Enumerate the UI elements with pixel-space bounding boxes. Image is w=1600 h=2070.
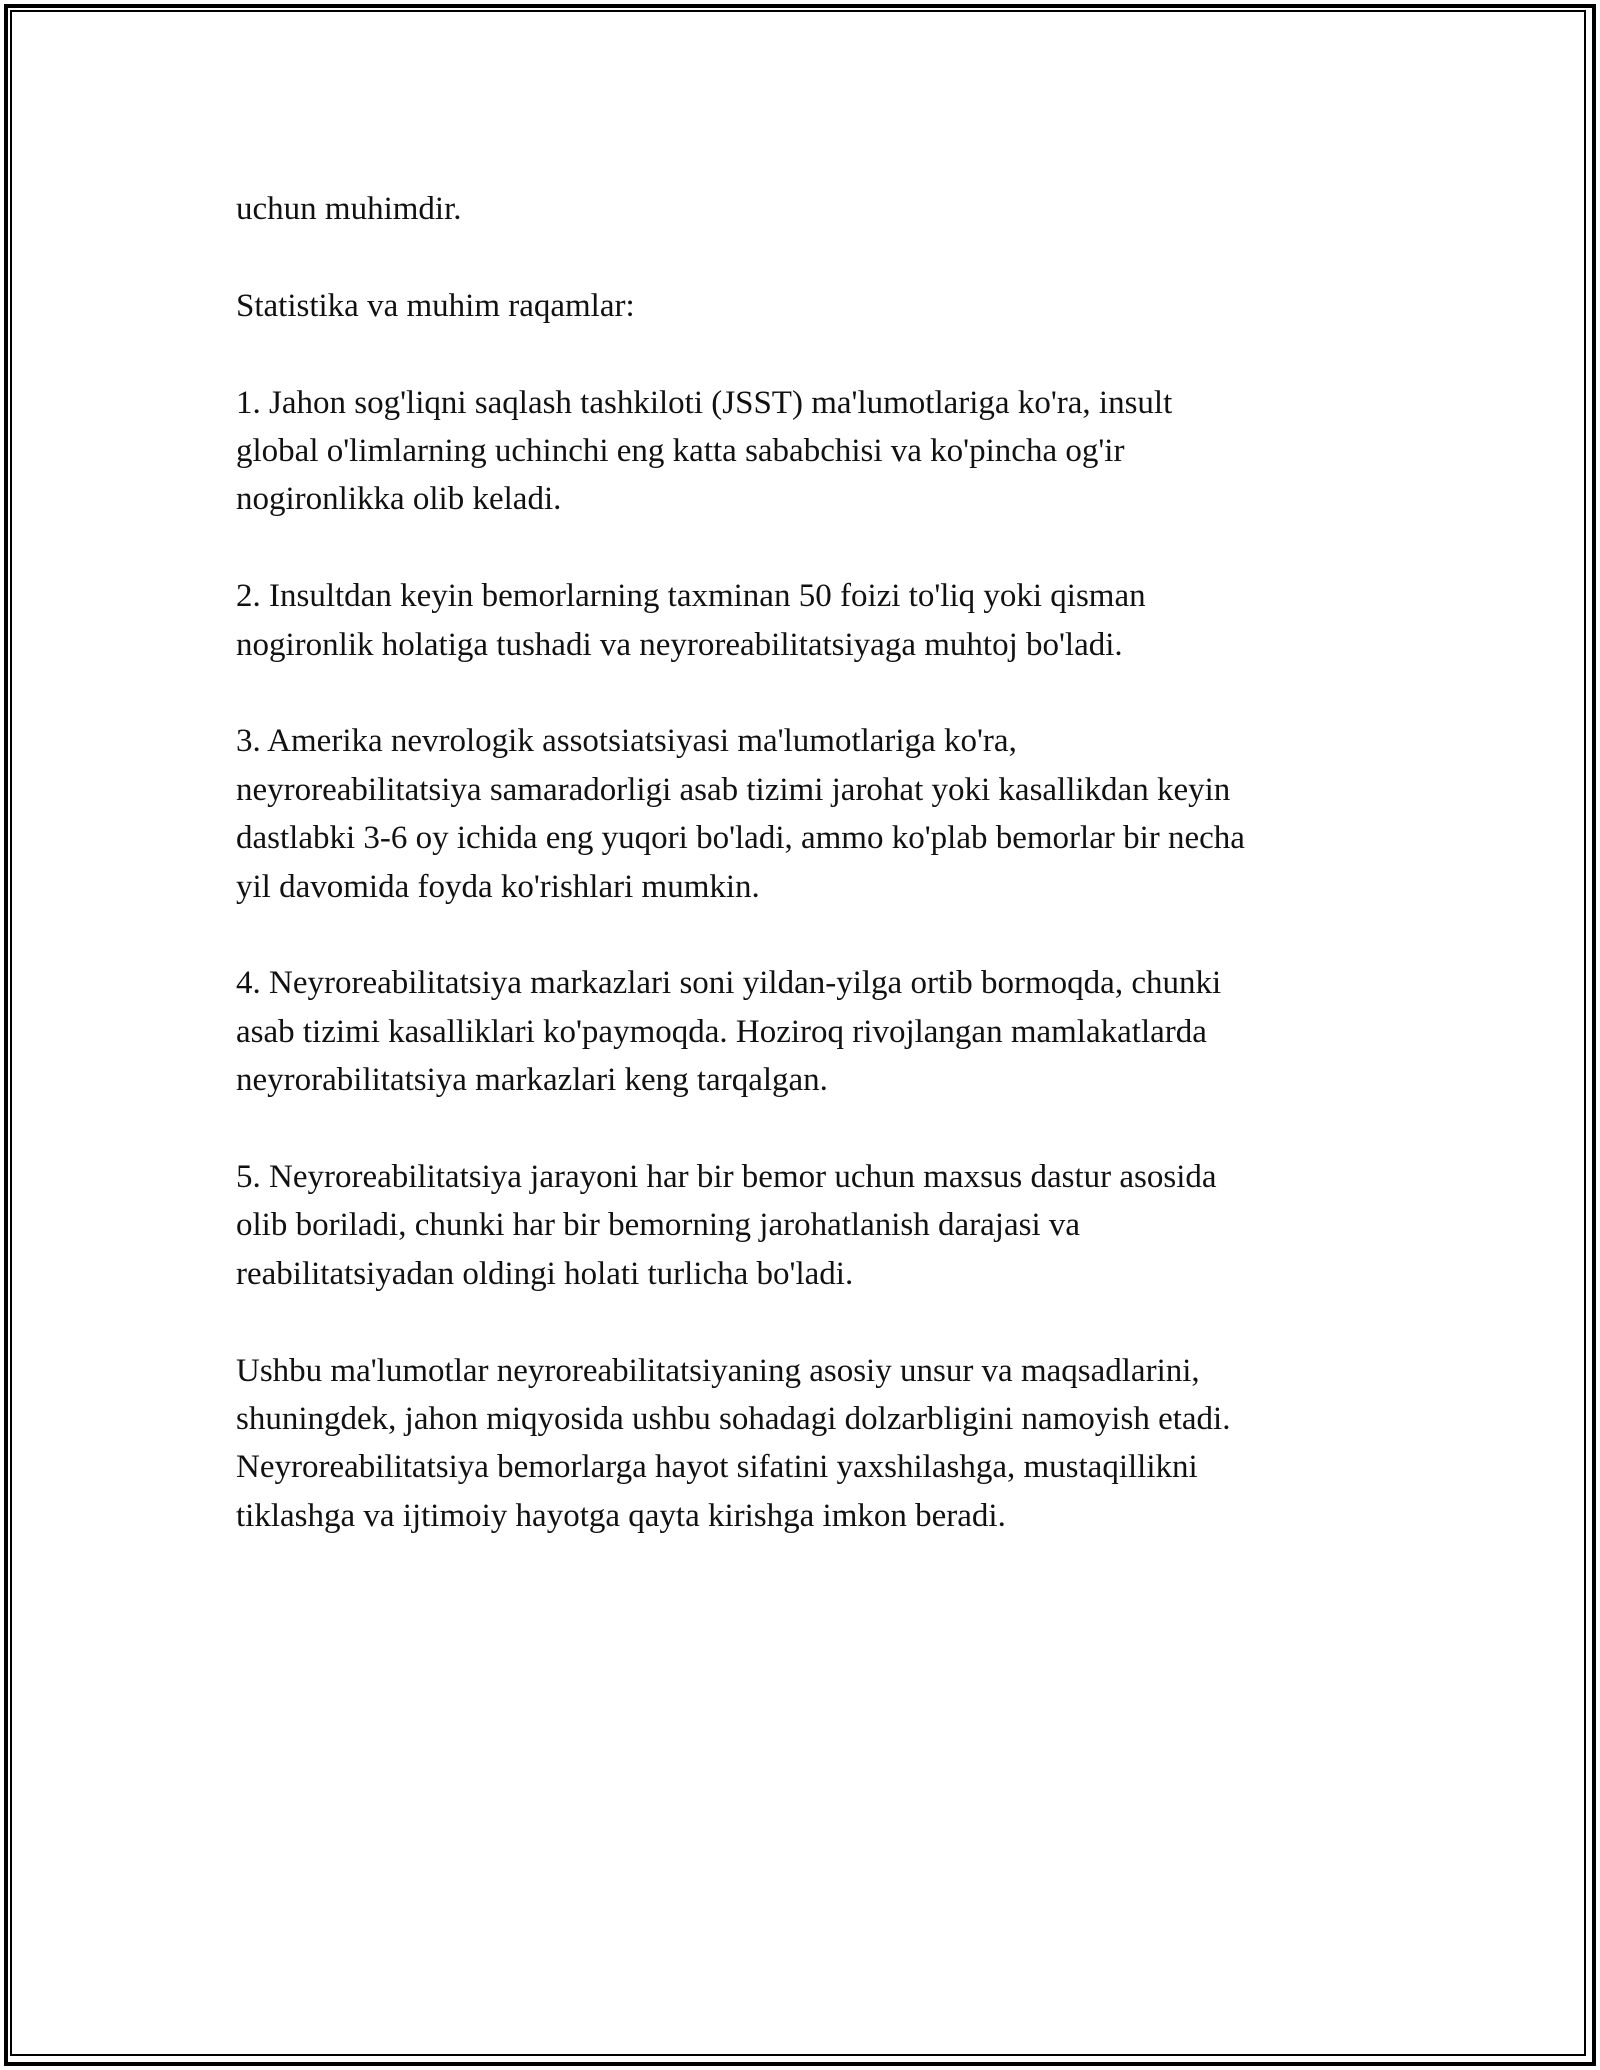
paragraph-intro-end bbox=[236, 185, 1376, 233]
text-line: 2. Insultdan keyin bemorlarning taxminan 50 foizi to'liq yoki qisman bbox=[236, 578, 1146, 615]
document-body bbox=[236, 185, 1376, 1540]
text-line: shuningdek, jahon miqyosida ushbu sohadagi dolzarbligini namoyish etadi. bbox=[236, 1401, 1231, 1438]
text-line: asab tizimi kasalliklari ko'paymoqda. Hoziroq rivojlangan mamlakatlarda bbox=[236, 1013, 1207, 1050]
paragraph-item-5 bbox=[236, 1153, 1376, 1298]
text-line: 5. Neyroreabilitatsiya jarayoni har bir bemor uchun maxsus dastur asosida bbox=[236, 1159, 1217, 1196]
text-line: reabilitatsiyadan oldingi holati turlicha bo'ladi. bbox=[236, 1255, 854, 1292]
text-line: Ushbu ma'lumotlar neyroreabilitatsiyaning asosiy unsur va maqsadlarini, bbox=[236, 1352, 1200, 1389]
text-line: uchun muhimdir. bbox=[236, 191, 462, 227]
paragraph-conclusion bbox=[236, 1347, 1376, 1541]
paragraph-statistics-heading bbox=[236, 282, 1376, 330]
text-line: neyroreabilitatsiya samaradorligi asab tizimi jarohat yoki kasallikdan keyin bbox=[236, 771, 1231, 808]
paragraph-item-3 bbox=[236, 717, 1376, 911]
text-line: nogironlikka olib keladi. bbox=[236, 481, 562, 518]
paragraph-item-2 bbox=[236, 572, 1376, 669]
text-line: dastlabki 3-6 oy ichida eng yuqori bo'ladi, ammo ko'plab bemorlar bir necha bbox=[236, 820, 1245, 857]
text-line: 3. Amerika nevrologik assotsiatsiyasi ma'lumotlariga ko'ra, bbox=[236, 723, 1017, 760]
paragraph-item-4 bbox=[236, 959, 1376, 1104]
text-line: yil davomida foyda ko'rishlari mumkin. bbox=[236, 868, 760, 905]
text-line: neyrorabilitatsiya markazlari keng tarqalgan. bbox=[236, 1062, 828, 1099]
text-line: Neyroreabilitatsiya bemorlarga hayot sifatini yaxshilashga, mustaqillikni bbox=[236, 1449, 1198, 1486]
text-line: global o'limlarning uchinchi eng katta sababchisi va ko'pincha og'ir bbox=[236, 433, 1125, 469]
text-line: nogironlik holatiga tushadi va neyroreabilitatsiyaga muhtoj bo'ladi. bbox=[236, 626, 1123, 663]
text-line: 1. Jahon sog'liqni saqlash tashkiloti (JSST) ma'lumotlariga ko'ra, insult bbox=[236, 384, 1173, 421]
text-line: tiklashga va ijtimoiy hayotga qayta kirishga imkon beradi. bbox=[236, 1497, 1006, 1534]
text-line: olib boriladi, chunki har bir bemorning jarohatlanish darajasi va bbox=[236, 1207, 1081, 1244]
paragraph-item-1 bbox=[236, 379, 1376, 524]
text-line: Statistika va muhim raqamlar: bbox=[236, 287, 635, 324]
text-line: 4. Neyroreabilitatsiya markazlari soni yildan-yilga ortib bormoqda, chunki bbox=[236, 965, 1222, 1002]
